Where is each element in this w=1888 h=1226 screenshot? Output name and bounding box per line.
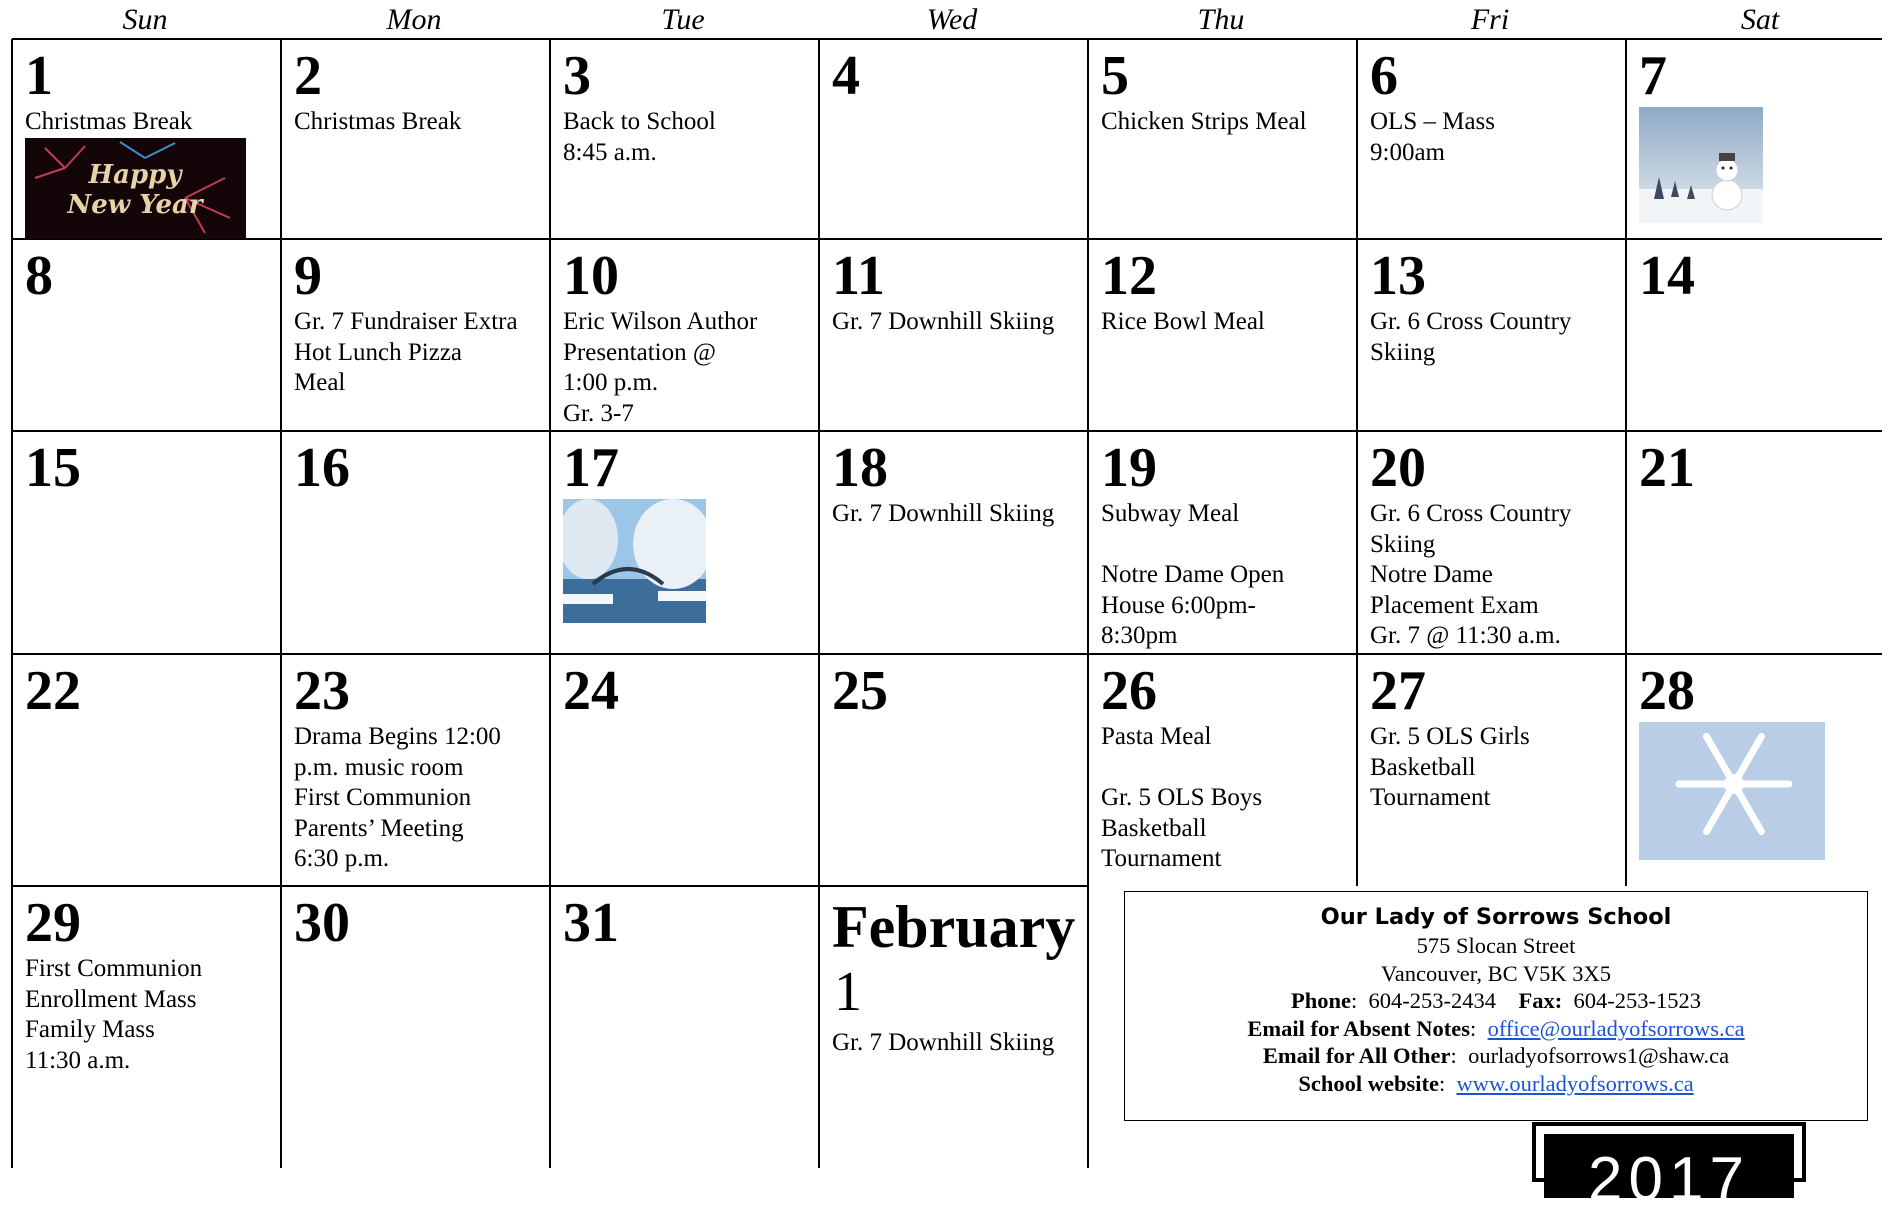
- snowy-bridge-image: [563, 499, 706, 623]
- weekday-header-sun: Sun: [122, 3, 168, 36]
- day-cell: [12, 239, 281, 431]
- day-events: Gr. 7 Downhill Skiing: [832, 308, 1055, 335]
- day-events: Gr. 7 Downhill Skiing: [832, 500, 1055, 527]
- day-number: 2: [294, 45, 322, 107]
- weekday-header-sat: Sat: [1740, 3, 1780, 36]
- website-link[interactable]: www.ourladyofsorrows.ca: [1456, 1070, 1694, 1096]
- day-number: 25: [832, 660, 888, 722]
- day-number: 14: [1639, 245, 1695, 307]
- day-number: 19: [1101, 437, 1157, 499]
- february-day-cell: [819, 886, 1088, 1168]
- day-cell: [1357, 431, 1626, 654]
- school-name: Our Lady of Sorrows School: [1320, 904, 1672, 930]
- february-month-label: February: [832, 894, 1076, 960]
- day-number: 23: [294, 660, 350, 722]
- day-events: Subway Meal Notre Dame Open House 6:00pm- 8:30pm: [1101, 500, 1285, 649]
- day-number: 13: [1370, 245, 1426, 307]
- weekday-header-tue: Tue: [661, 3, 705, 36]
- day-cell: [819, 654, 1088, 886]
- fax-label: Fax:: [1518, 988, 1563, 1013]
- day-cell: [819, 39, 1088, 239]
- day-number: 11: [832, 245, 885, 307]
- day-cell: [819, 239, 1088, 431]
- day-number: 12: [1101, 245, 1157, 307]
- day-events: Chicken Strips Meal: [1101, 108, 1307, 135]
- february-day-number: 1: [834, 961, 862, 1023]
- absent-email-link[interactable]: office@ourladyofsorrows.ca: [1487, 1015, 1745, 1041]
- day-cell: [1626, 431, 1882, 654]
- day-number: 8: [25, 245, 53, 307]
- day-cell: [281, 239, 550, 431]
- day-cell: [550, 886, 819, 1168]
- day-cell: [1626, 39, 1882, 239]
- day-events: Gr. 6 Cross Country Skiing Notre Dame Placement Exam Gr. 7 @ 11:30 a.m.: [1370, 500, 1572, 649]
- day-number: 16: [294, 437, 350, 499]
- snowflake-image: [1639, 722, 1825, 860]
- day-number: 22: [25, 660, 81, 722]
- day-events: Drama Begins 12:00 p.m. music room First Communion Parents’ Meeting 6:30 p.m.: [294, 723, 501, 872]
- day-cell: [1088, 39, 1357, 239]
- day-cell: [1626, 654, 1882, 886]
- svg-text:New Year: New Year: [67, 190, 203, 220]
- day-number: 27: [1370, 660, 1426, 722]
- website-label: School website: [1298, 1070, 1439, 1096]
- day-events: Gr. 5 OLS Girls Basketball Tournament: [1370, 723, 1530, 811]
- website-line: School website: www.ourladyofsorrows.ca: [1298, 1070, 1694, 1096]
- other-email: ourladyofsorrows1@shaw.ca: [1468, 1043, 1730, 1068]
- day-cell: [281, 39, 550, 239]
- phone-label: Phone: [1290, 988, 1351, 1013]
- other-email-line: Email for All Other: ourladyofsorrows1@shaw.ca: [1262, 1043, 1730, 1068]
- weekday-header-wed: Wed: [926, 3, 978, 36]
- day-cell: [1088, 654, 1357, 886]
- happy-new-year-image: [25, 138, 246, 239]
- year-badge: [1532, 1122, 1806, 1214]
- svg-text:Happy: Happy: [88, 160, 182, 190]
- day-events: Christmas Break: [294, 108, 462, 135]
- weekday-header-mon: Mon: [386, 3, 442, 36]
- day-cell: [12, 431, 281, 654]
- day-number: 7: [1639, 45, 1667, 107]
- day-number: 10: [563, 245, 619, 307]
- day-events: Pasta Meal Gr. 5 OLS Boys Basketball Tournament: [1101, 723, 1263, 872]
- day-events: Rice Bowl Meal: [1101, 308, 1265, 335]
- february-event: Gr. 7 Downhill Skiing: [832, 1029, 1055, 1056]
- day-cell: [12, 886, 281, 1168]
- day-number: 26: [1101, 660, 1157, 722]
- day-events: Gr. 7 Fundraiser Extra Hot Lunch Pizza Meal: [294, 308, 518, 396]
- fax-number: 604-253-1523: [1573, 988, 1702, 1013]
- day-events: Eric Wilson Author Presentation @ 1:00 p.m. Gr. 3-7: [563, 308, 758, 427]
- day-cell: [819, 431, 1088, 654]
- day-cell: [550, 431, 819, 654]
- day-number: 9: [294, 245, 322, 307]
- day-number: 17: [563, 437, 619, 499]
- day-cell: [1088, 239, 1357, 431]
- absent-email-label: Email for Absent Notes: [1247, 1015, 1471, 1041]
- school-city: Vancouver, BC V5K 3X5: [1381, 960, 1611, 986]
- day-events: Christmas Break: [25, 108, 193, 135]
- day-cell: [281, 886, 550, 1168]
- day-cell: [1357, 39, 1626, 239]
- day-number: 31: [563, 892, 619, 954]
- day-cell: [281, 654, 550, 886]
- day-number: 24: [563, 660, 619, 722]
- year-badge-text: 2017: [1544, 1134, 1794, 1198]
- day-number: 21: [1639, 437, 1695, 499]
- day-number: 15: [25, 437, 81, 499]
- day-number: 20: [1370, 437, 1426, 499]
- day-number: 30: [294, 892, 350, 954]
- day-cell: [281, 431, 550, 654]
- day-number: 3: [563, 45, 591, 107]
- day-cell: [1626, 239, 1882, 431]
- other-email-label: Email for All Other: [1262, 1043, 1451, 1068]
- weekday-header-thu: Thu: [1197, 3, 1245, 36]
- absent-email-line: Email for Absent Notes: office@ourladyofsorrows.ca: [1247, 1015, 1745, 1041]
- day-cell: [12, 654, 281, 886]
- day-cell: [1088, 431, 1357, 654]
- snowman-image: [1639, 107, 1763, 223]
- day-number: 18: [832, 437, 888, 499]
- day-cell: [550, 39, 819, 239]
- day-number: 4: [832, 45, 860, 107]
- school-info-box: [1124, 891, 1868, 1121]
- phone-number: 604-253-2434: [1368, 988, 1497, 1013]
- day-cell: [1357, 239, 1626, 431]
- day-events: OLS – Mass 9:00am: [1370, 108, 1496, 166]
- day-events: Gr. 6 Cross Country Skiing: [1370, 308, 1572, 366]
- day-number: 6: [1370, 45, 1398, 107]
- school-phone-fax: Phone: 604-253-2434 Fax: 604-253-1523: [1290, 988, 1702, 1013]
- day-number: 28: [1639, 660, 1695, 722]
- day-events: Back to School 8:45 a.m.: [563, 108, 716, 166]
- day-number: 5: [1101, 45, 1129, 107]
- day-cell: [550, 239, 819, 431]
- day-cell: [550, 654, 819, 886]
- weekday-header-fri: Fri: [1470, 3, 1510, 36]
- day-cell: [1357, 654, 1626, 886]
- day-number: 1: [25, 45, 53, 107]
- school-street: 575 Slocan Street: [1416, 933, 1576, 958]
- day-events: First Communion Enrollment Mass Family Mass 11:30 a.m.: [25, 955, 203, 1074]
- day-cell: [12, 39, 281, 239]
- day-number: 29: [25, 892, 81, 954]
